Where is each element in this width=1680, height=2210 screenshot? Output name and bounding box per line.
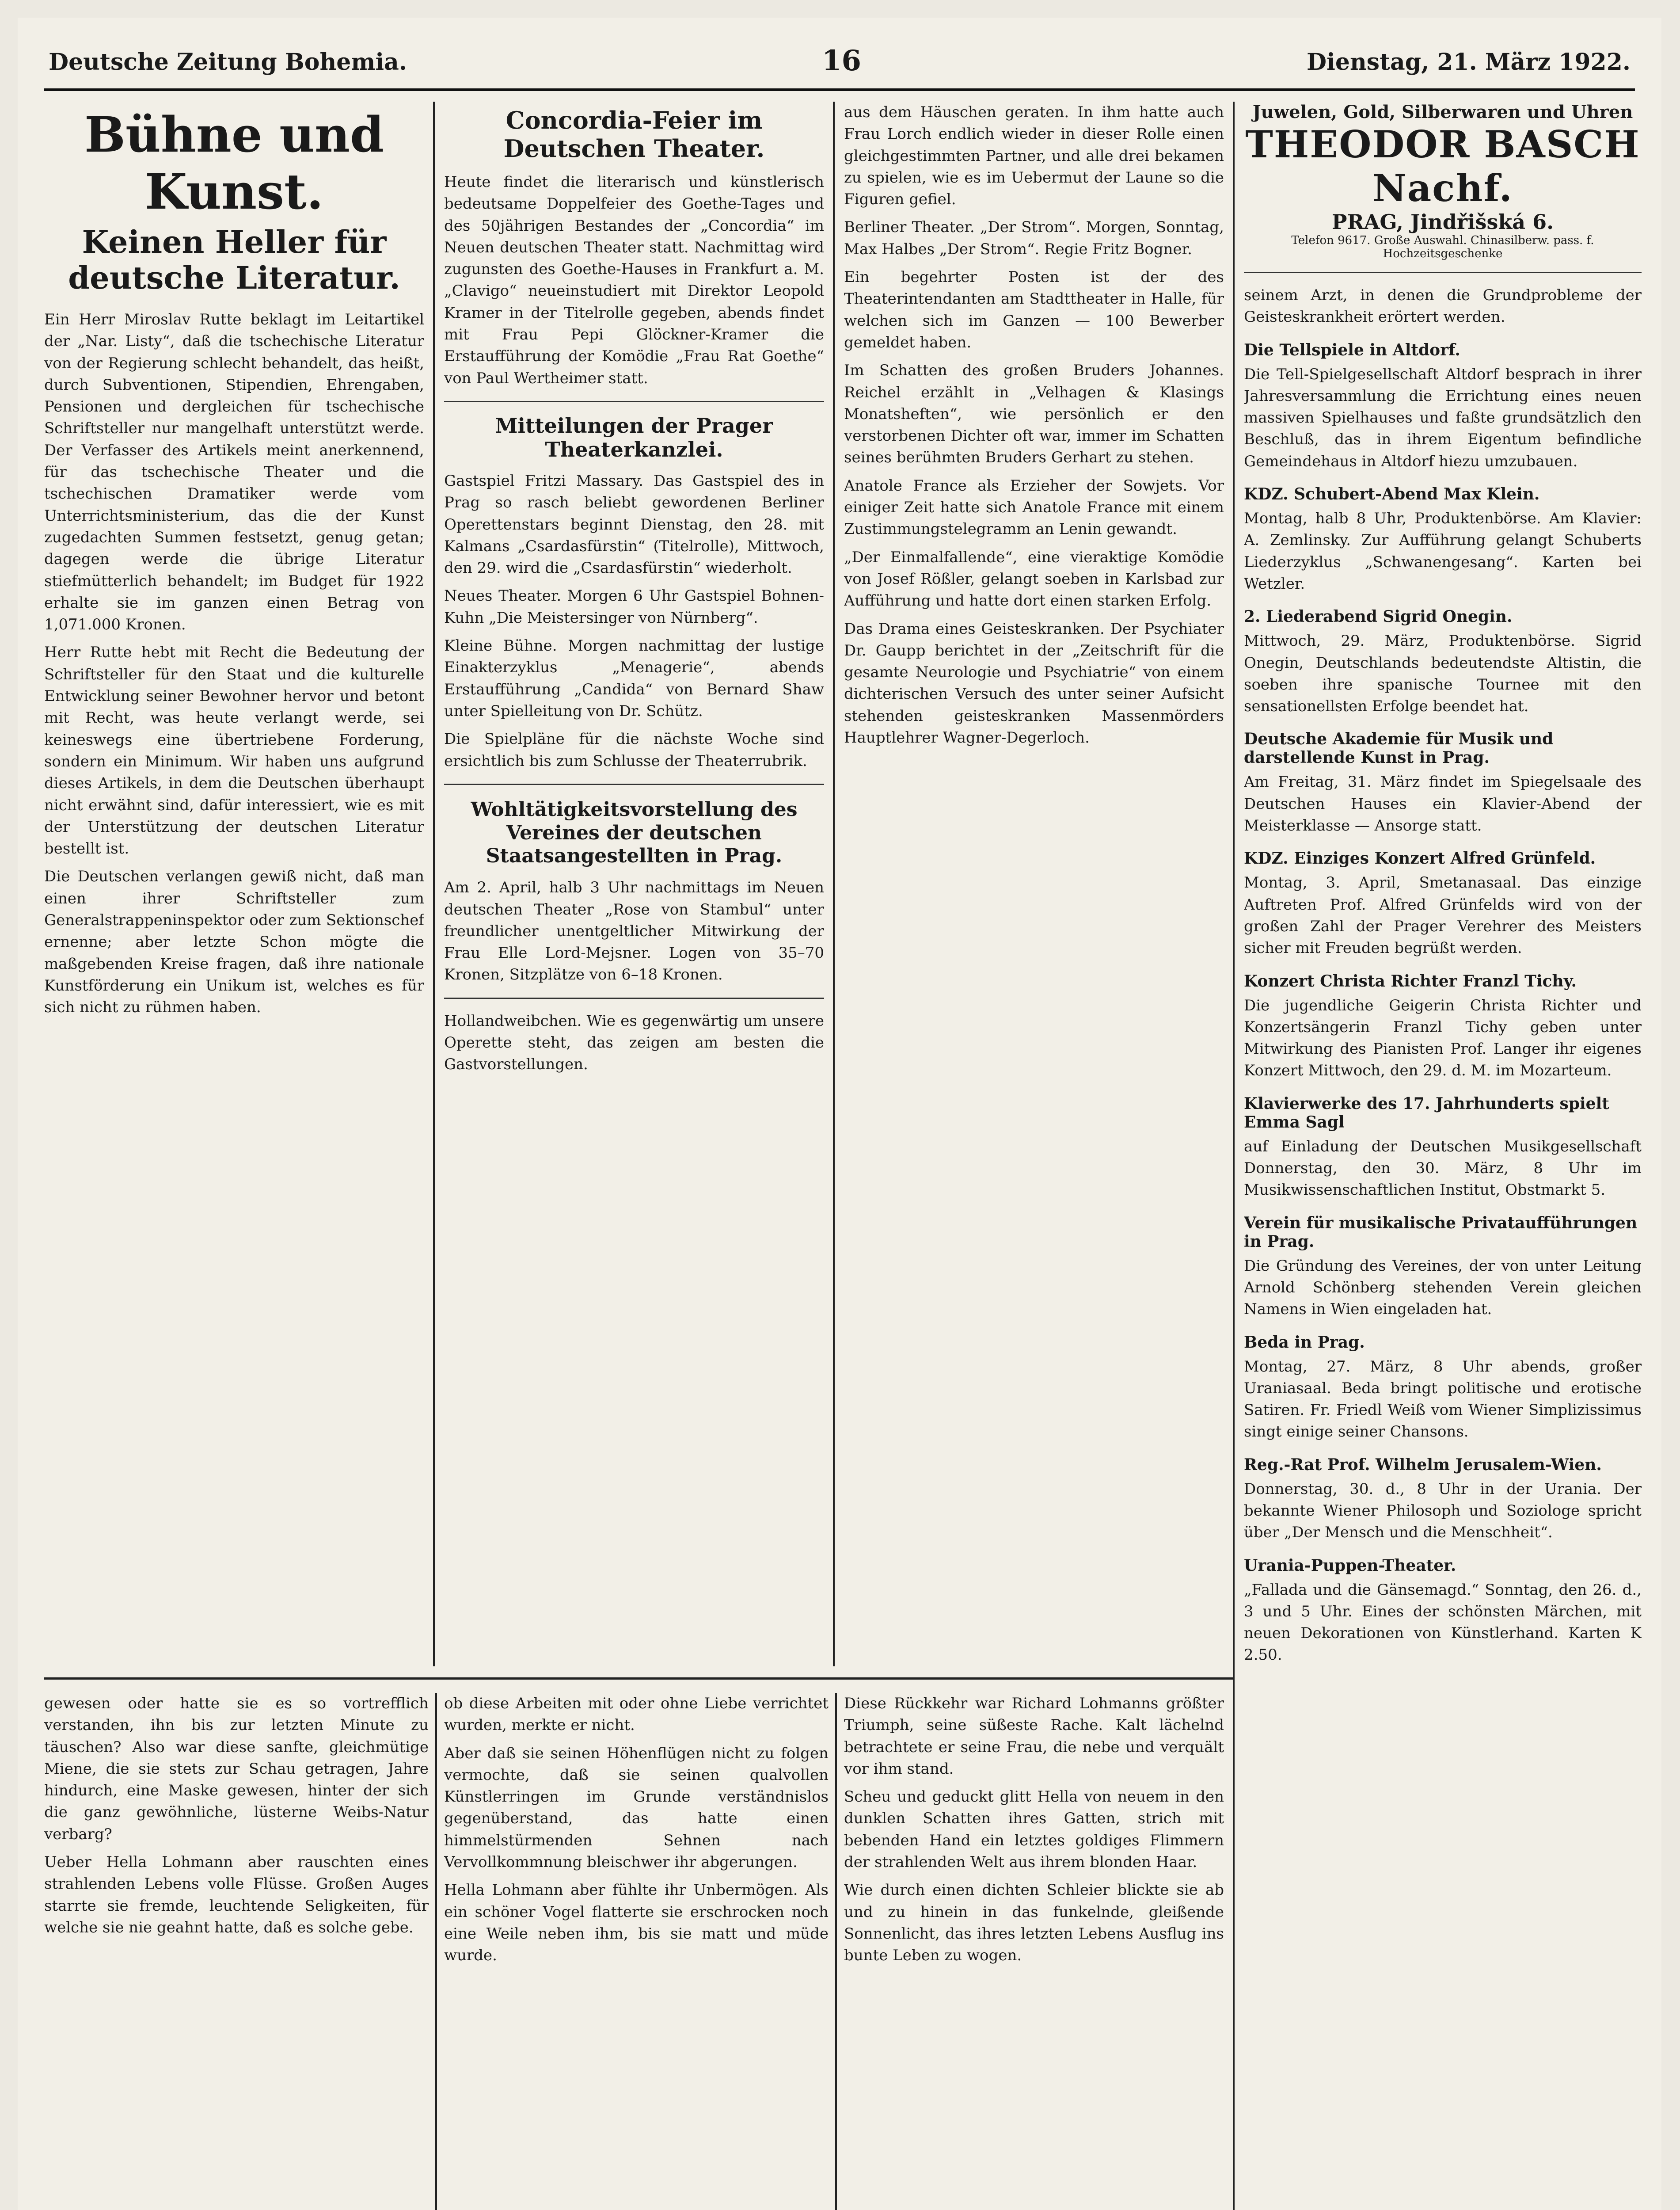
- notice-title: Deutsche Akademie für Musik und darstellende Kunst in Prag.: [1244, 730, 1554, 767]
- feuilleton-column-c: [844, 1693, 1224, 2210]
- paragraph: Berliner Theater. „Der Strom“. Morgen, Sonntag, Max Halbes „Der Strom“. Regie Fritz Bogner.: [844, 218, 1224, 258]
- newspaper-page: [18, 18, 1661, 2210]
- paragraph: Die Deutschen verlangen gewiß nicht, daß man einen ihrer Schriftsteller zum Generalstrappeninspektor oder zum Sektionschef ernenne; aber letzte Schon mögte die maßgebenden Kreise fragen, daß ihre nationale Kunstförderung ein Unikum ist, welches es für sich nicht zu rühmen haben.: [44, 868, 424, 1017]
- feuilleton-divider: [44, 1677, 1233, 1680]
- notice-title: 2. Liederabend Sigrid Onegin.: [1244, 607, 1513, 626]
- paragraph: Ein Herr Miroslav Rutte beklagt im Leitartikel der „Nar. Listy“, daß die tschechische Literatur von der Regierung schlecht behandelt, das heißt, durch Subventionen, Stipendien, Ehrengaben, Pensionen und dergleichen für tschechische Schriftsteller nur mangelhaft unterstützt werde. Der Verfasser des Artikels meint anerkennend, für das tschechische Theater und die tschechischen Dramatiker werde vom Unterrichtsministerium, das die der Kunst zugedachten Summen festsetzt, genug getan; dagegen werde die übrige Literatur stiefmütterlich behandelt; im Budget für 1922 erhalte sie im ganzen einen Betrag von 1,071.000 Kronen.: [44, 311, 424, 634]
- paragraph: Anatole France als Erzieher der Sowjets. Vor einiger Zeit hatte sich Anatole France mit einem Zustimmungstelegramm an Lenin gewandt.: [844, 476, 1224, 538]
- divider: [444, 401, 824, 402]
- notice-text: Am Freitag, 31. März findet im Spiegelsaale des Deutschen Hauses ein Klavier-Abend der Meisterklasse — Ansorge statt.: [1244, 773, 1642, 835]
- ad-address: PRAG, Jindřišská 6.: [1331, 210, 1554, 234]
- notice-title: Reg.-Rat Prof. Wilhelm Jerusalem-Wien.: [1244, 1455, 1602, 1474]
- divider: [444, 784, 824, 785]
- notice-title: Urania-Puppen-Theater.: [1244, 1556, 1456, 1575]
- divider: [444, 998, 824, 999]
- divider: [1244, 272, 1642, 273]
- article-headline: Concordia-Feier im Deutschen Theater.: [503, 106, 765, 163]
- concert-notices: [1244, 341, 1642, 1666]
- paragraph: Scheu und geduckt glitt Hella von neuem in den dunklen Schatten ihres Gatten, strich mit bebenden Hand ein letztes goldiges Flimmern der strahlenden Welt aus ihrem blonden Haar.: [844, 1788, 1224, 1871]
- ad-details: Telefon 9617. Große Auswahl. Chinasilberw. pass. f. Hochzeitsgeschenke: [1291, 234, 1594, 260]
- page-number: 16: [822, 44, 862, 77]
- paragraph: Ein begehrter Posten ist der des Theaterintendanten am Stadttheater in Halle, für welchen sich im Ganzen — 100 Bewerber gemeldet haben.: [844, 268, 1224, 351]
- paragraph: Hollandweibchen. Wie es gegenwärtig um unsere Operette steht, das zeigen am besten die Gastvorstellungen.: [444, 1012, 824, 1074]
- paragraph: Hella Lohmann aber fühlte ihr Unbermögen. Als ein schöner Vogel flatterte sie erschrocken noch eine Weile neben ihm, bis sie matt und müde wurde.: [444, 1881, 829, 1965]
- notice-title: Verein für musikalische Privataufführungen in Prag.: [1244, 1213, 1638, 1251]
- jeweler-advertisement: [1244, 102, 1642, 260]
- feuilleton-column-b: [444, 1693, 829, 2210]
- paragraph: Diese Rückkehr war Richard Lohmanns größter Triumph, seine süßeste Rache. Kalt lächelnd betrachtete er seine Frau, die nebe und verquält vor ihm stand.: [844, 1695, 1224, 1778]
- column-divider: [833, 102, 835, 1666]
- notice-text: Montag, 27. März, 8 Uhr abends, großer Uraniasaal. Beda bringt politische und erotische Satiren. Fr. Friedl Weiß vom Wiener Simplizissimus singt einige seiner Chansons.: [1244, 1357, 1642, 1441]
- paragraph: ob diese Arbeiten mit oder ohne Liebe verrichtet wurden, merkte er nicht.: [444, 1695, 829, 1734]
- notice-title: Die Tellspiele in Altdorf.: [1244, 340, 1460, 359]
- column-divider: [835, 1693, 837, 2210]
- section-heading: Mitteilungen der Prager Theaterkanzlei.: [495, 413, 773, 461]
- notice-title: Klavierwerke des 17. Jahrhunderts spielt Emma Sagl: [1244, 1094, 1609, 1132]
- notice-text: Die Tell-Spielgesellschaft Altdorf besprach in ihrer Jahresversammlung die Errichtung eines neuen massiven Spielhauses und faßte grundsätzlich den Beschluß, das in ihrem Eigentum befindliche Gemeindehaus in Altdorf hiezu umzubauen.: [1244, 365, 1642, 470]
- column-divider: [435, 1693, 437, 2210]
- section-heading: Wohltätigkeitsvorstellung des Vereines der deutschen Staatsangestellten in Prag.: [471, 798, 798, 868]
- notice-text: Montag, 3. April, Smetanasaal. Das einzige Auftreten Prof. Alfred Grünfelds wird von der großen Zahl der Prager Verehrer des Meisters sicher mit Freuden begrüßt werden.: [1244, 874, 1642, 957]
- notice-title: Beda in Prag.: [1244, 1333, 1365, 1352]
- paragraph: Heute findet die literarisch und künstlerisch bedeutsame Doppelfeier des Goethe-Tages und des 50jährigen Bestandes der „Concordia“ im Neuen deutschen Theater statt. Nachmittag wird zugunsten des Goethe-Hauses in Frankfurt a. M. „Clavigo“ neueinstudiert mit Direktor Leopold Kramer in der Titelrolle gegeben, abends findet mit Frau Pepi Glöckner-Kramer die Erstaufführung der Komödie „Frau Rat Goethe“ von Paul Wertheimer statt.: [444, 173, 824, 387]
- column-buehne-und-kunst: [44, 102, 424, 1666]
- notice-text: „Fallada und die Gänsemagd.“ Sonntag, den 26. d., 3 und 5 Uhr. Eines der schönsten Märchen, mit neuen Dekorationen von Künstlerhand. Karten K 2.50.: [1244, 1581, 1642, 1664]
- notice-text: Montag, halb 8 Uhr, Produktenbörse. Am Klavier: A. Zemlinsky. Zur Aufführung gelangt Schuberts Liederzyklus „Schwanengesang“. Karten bei Wetzler.: [1244, 510, 1642, 593]
- paragraph: Aber daß sie seinen Höhenflügen nicht zu folgen vermochte, daß sie seinen qualvollen Künstlerringen im Grunde verständnislos gegenüberstand, das hatte einen himmelstürmenden Sehnen nach Vervollkommnung bleischwer ihr abgerungen.: [444, 1744, 829, 1871]
- section-title: Bühne und Kunst.: [84, 106, 384, 220]
- notice-text: Donnerstag, 30. d., 8 Uhr in der Urania. Der bekannte Wiener Philosoph und Soziologe spricht über „Der Mensch und die Menschheit“.: [1244, 1480, 1642, 1542]
- paragraph: „Der Einmalfallende“, eine vieraktige Komödie von Josef Rößler, gelangt soeben in Karlsbad zur Aufführung und hatte dort einen starken Erfolg.: [844, 548, 1224, 610]
- paragraph: Im Schatten des großen Bruders Johannes. Reichel erzählt in „Velhagen & Klasings Monatsheften“, wie persönlich er den verstorbenen Dichter oft war, immer im Schatten seines berühmten Bruders Gerhart zu stehen.: [844, 362, 1224, 467]
- issue-date: Dienstag, 21. März 1922.: [1307, 49, 1631, 76]
- paragraph: Kleine Bühne. Morgen nachmittag der lustige Einakterzyklus „Menagerie“, abends Erstaufführung „Candida“ von Bernard Shaw unter Spielleitung von Dr. Schütz.: [444, 637, 824, 720]
- notice-title: Konzert Christa Richter Franzl Tichy.: [1244, 972, 1577, 991]
- notice-text: Die jugendliche Geigerin Christa Richter und Konzertsängerin Franzl Tichy geben unter Mitwirkung des Pianisten Prof. Langer ihr eigenes Konzert Mittwoch, den 29. d. M. im Mozarteum.: [1244, 996, 1642, 1080]
- paragraph: Das Drama eines Geisteskranken. Der Psychiater Dr. Gaupp berichtet in der „Zeitschrift für die gesamte Neurologie und Psychiatrie“ von einem dichterischen Versuch des unter seiner Aufsicht stehenden geisteskranken Massenmörders Hauptlehrer Wagner-Degerloch.: [844, 620, 1224, 747]
- paragraph: gewesen oder hatte sie es so vortrefflich verstanden, ihn bis zur letzten Minute zu täuschen? Also war diese sanfte, gleichmütige Miene, die sie stets zur Schau getragen, Jahre hindurch, eine Maske gewesen, hinter der sich die ganz gewöhnliche, lüsterne Weibs-Natur verbarg?: [44, 1695, 429, 1843]
- newspaper-name: Deutsche Zeitung Bohemia.: [49, 49, 407, 76]
- column-divider: [433, 102, 435, 1666]
- notice-text: Die Gründung des Vereines, der von unter Leitung Arnold Schönberg stehenden Verein gleichen Namens in Wien eingeladen hat.: [1244, 1257, 1642, 1318]
- paragraph: Gastspiel Fritzi Massary. Das Gastspiel des in Prag so rasch beliebt gewordenen Berliner Operettenstars beginnt Dienstag, den 28. mit Kalmans „Csardasfürstin“ (Titelrolle), Mittwoch, den 29. wird die „Csardasfürstin“ wiederholt.: [444, 472, 824, 577]
- paragraph: Wie durch einen dichten Schleier blickte sie ab und zu hinein in das funkelnde, gleißende Sonnenlicht, das ihres letzten Lebens Ausflug ins bunte Leben zu wogen.: [844, 1881, 1224, 1965]
- column-concerts-ads: [1244, 102, 1642, 2210]
- paragraph: Am 2. April, halb 3 Uhr nachmittags im Neuen deutschen Theater „Rose von Stambul“ unter freundlicher unentgeltlicher Mitwirkung der Frau Elle Lord-Mejsner. Logen von 35–70 Kronen, Sitzplätze von 6–18 Kronen.: [444, 879, 824, 984]
- ad-company-name: THEODOR BASCH Nachf.: [1245, 122, 1640, 210]
- paragraph: aus dem Häuschen geraten. In ihm hatte auch Frau Lorch endlich wieder in dieser Rolle einen gleichgestimmten Partner, und alle drei bekamen zu spielen, wie es im Uebermut der Laune so die Figuren gefiel.: [844, 103, 1224, 209]
- column-divider: [1233, 102, 1235, 2210]
- article-headline: Keinen Heller für deutsche Literatur.: [68, 224, 400, 296]
- notice-title: KDZ. Schubert-Abend Max Klein.: [1244, 485, 1540, 504]
- paragraph: seinem Arzt, in denen die Grundprobleme der Geisteskrankheit erörtert werden.: [1244, 286, 1642, 326]
- notice-text: auf Einladung der Deutschen Musikgesellschaft Donnerstag, den 30. März, 8 Uhr im Musikwissenschaftlichen Institut, Obstmarkt 5.: [1244, 1137, 1642, 1199]
- paragraph: Die Spielpläne für die nächste Woche sind ersichtlich bis zum Schlusse der Theaterrubrik.: [444, 730, 824, 770]
- paragraph: Ueber Hella Lohmann aber rauschten eines strahlenden Lebens volle Flüsse. Großen Auges starrte sie fremde, leuchtende Seligkeiten, für welche sie nie geahnt hatte, daß es solche gebe.: [44, 1853, 429, 1936]
- page-header: [44, 35, 1635, 91]
- column-concordia: [444, 102, 824, 1666]
- feuilleton-column-a: [44, 1693, 429, 2210]
- column-theatre-news: [844, 102, 1224, 1666]
- notice-text: Mittwoch, 29. März, Produktenbörse. Sigrid Onegin, Deutschlands bedeutendste Altistin, die soeben ihre spanische Tournee mit den sensationellsten Erfolge beendet hat.: [1244, 632, 1642, 716]
- paragraph: Neues Theater. Morgen 6 Uhr Gastspiel Bohnen-Kuhn „Die Meistersinger von Nürnberg“.: [444, 587, 824, 627]
- paragraph: Herr Rutte hebt mit Recht die Bedeutung der Schriftsteller für den Staat und die kulturelle Entwicklung seiner Bewohner hervor und betont mit Recht, was heute verlangt werde, sei keineswegs eine übertriebene Forderung, sondern ein Minimum. Wir haben uns aufgrund dieses Artikels, in dem die Deutschen überhaupt nicht erwähnt sind, dafür interessiert, wie es mit der Unterstützung der deutschen Literatur bestellt ist.: [44, 644, 424, 858]
- ad-heading: Juwelen, Gold, Silberwaren und Uhren: [1252, 102, 1633, 122]
- notice-title: KDZ. Einziges Konzert Alfred Grünfeld.: [1244, 849, 1596, 868]
